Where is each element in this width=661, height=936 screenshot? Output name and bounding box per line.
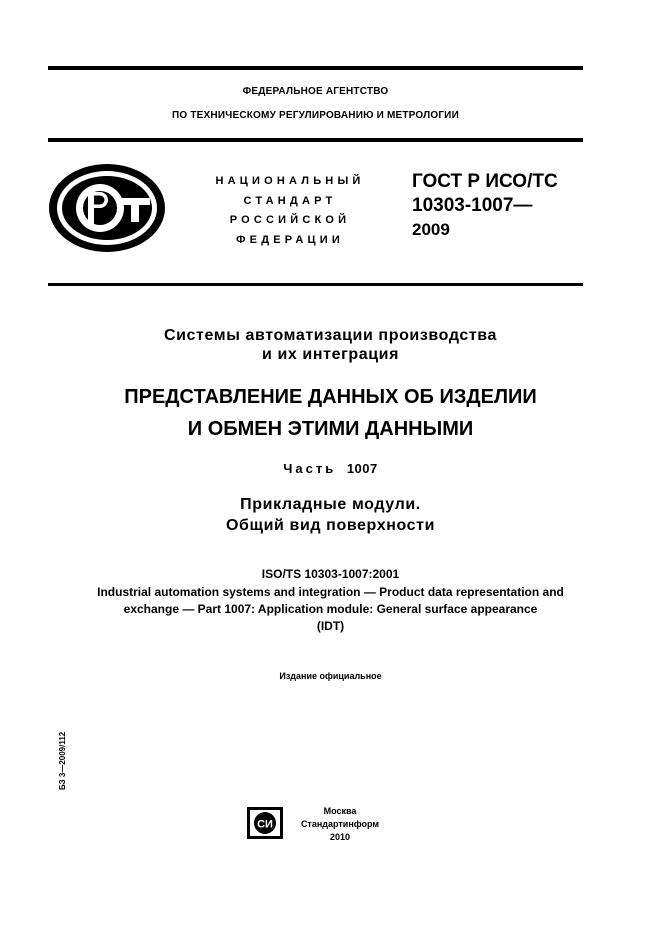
agency-line-2: ПО ТЕХНИЧЕСКОМУ РЕГУЛИРОВАНИЮ И МЕТРОЛОГИИ bbox=[172, 110, 459, 121]
publisher-city: Москва bbox=[323, 806, 357, 816]
standard-code-line-2: 10303-1007— bbox=[412, 195, 533, 216]
iso-title-line-1: Industrial automation systems and integration — Product data representation and bbox=[97, 585, 564, 599]
national-line-4: ФЕДЕРАЦИИ bbox=[236, 234, 344, 246]
iso-title-line-2: exchange — Part 1007: Application module: General surface appearance bbox=[123, 602, 538, 616]
part-label: Часть bbox=[283, 461, 337, 476]
block-bottom-rule bbox=[48, 283, 583, 286]
national-line-3: РОССИЙСКОЙ bbox=[229, 214, 351, 226]
publisher-logo-text: СИ bbox=[257, 818, 273, 831]
top-rule bbox=[48, 66, 583, 70]
gost-logo bbox=[48, 162, 166, 254]
part-number: 1007 bbox=[346, 461, 378, 476]
national-line-2: СТАНДАРТ bbox=[243, 195, 337, 207]
main-title-line-1: ПРЕДСТАВЛЕНИЕ ДАННЫХ ОБ ИЗДЕЛИИ bbox=[124, 386, 537, 408]
standard-code-year: 2009 bbox=[412, 220, 450, 239]
main-title-line-2: И ОБМЕН ЭТИМИ ДАННЫМИ bbox=[187, 418, 474, 440]
publisher-logo bbox=[246, 806, 284, 840]
publisher-name: Стандартинформ bbox=[300, 819, 380, 829]
standartinform-logo-icon bbox=[246, 806, 284, 840]
edition-note: Издание официальное bbox=[279, 671, 382, 681]
rst-emblem-icon bbox=[48, 162, 166, 254]
national-line-1: НАЦИОНАЛЬНЫЙ bbox=[215, 175, 365, 187]
standard-code-line-1: ГОСТ Р ИСО/ТС bbox=[412, 171, 558, 192]
part-heading bbox=[0, 461, 661, 476]
side-note: БЗ 3—2009/112 bbox=[58, 731, 67, 790]
subtitle-line-2: Общий вид поверхности bbox=[225, 517, 436, 534]
subtitle-line-1: Прикладные модули. bbox=[240, 496, 421, 513]
agency-line-1: ФЕДЕРАЛЬНОЕ АГЕНТСТВО bbox=[242, 86, 389, 97]
series-title-line-1: Системы автоматизации производства bbox=[163, 327, 498, 344]
iso-idt: (IDT) bbox=[316, 619, 345, 633]
series-title-line-2: и их интеграция bbox=[261, 346, 400, 363]
publisher-year: 2010 bbox=[329, 832, 351, 842]
iso-code: ISO/TS 10303-1007:2001 bbox=[261, 567, 400, 581]
header-bottom-rule bbox=[48, 138, 583, 142]
